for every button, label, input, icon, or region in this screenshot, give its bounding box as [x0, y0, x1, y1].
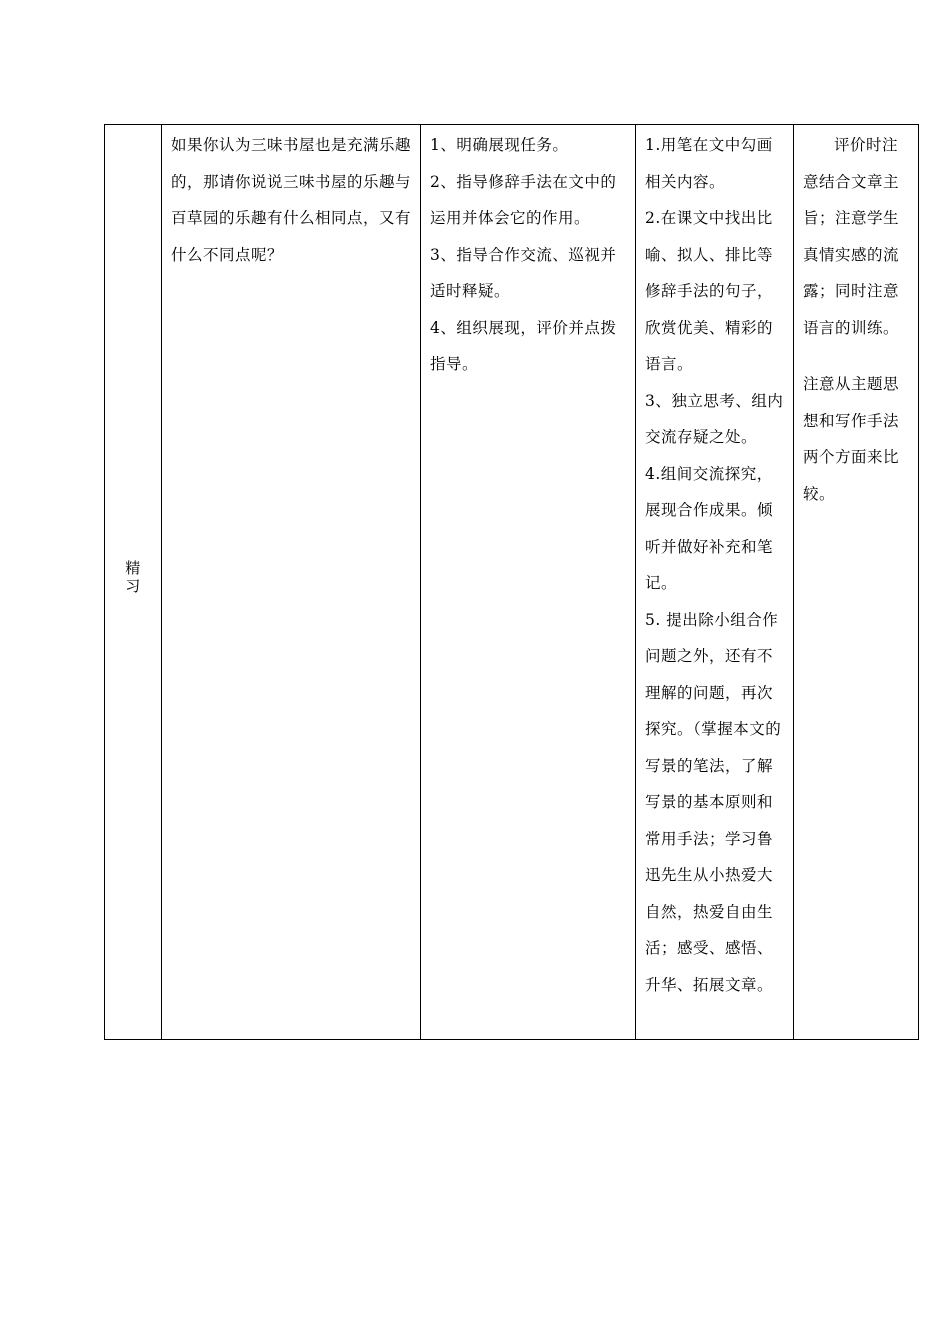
teacher-step: 2、指导修辞手法在文中的运用并体会它的作用。 [430, 172, 617, 227]
student-activity-cell [636, 125, 794, 1040]
notes-cell [794, 125, 919, 1040]
lesson-plan-table [104, 124, 919, 1040]
student-step: 1.用笔在文中勾画相关内容。 [645, 136, 773, 191]
note-text: 评价时注意结合文章主旨；注意学生真情实感的流露；同时注意语言的训练。 [803, 136, 900, 337]
note-text: 注意从主题思想和写作手法两个方面来比较。 [803, 375, 900, 503]
student-step: 2.在课文中找出比喻、拟人、排比等修辞手法的句子，欣赏优美、精彩的语言。 [645, 209, 774, 373]
student-step: 3、独立思考、组内交流存疑之处。 [645, 391, 784, 446]
teacher-step: 1、明确展现任务。 [430, 136, 569, 154]
table-row [105, 125, 919, 1040]
student-step: 5. 提出除小组合作问题之外，还有不理解的问题，再次探究。（掌握本文的写景的笔法，了解写景的基本原则和常用手法；学习鲁迅先生从小热爱大自然，热爱自由生活；感受、感悟、升华、拓展文章。 [645, 610, 782, 994]
teacher-step: 3、指导合作交流、巡视并适时释疑。 [430, 245, 617, 300]
stage-label: 精习 [125, 559, 141, 596]
question-text: 如果你认为三味书屋也是充满乐趣的，那请你说说三味书屋的乐趣与百草园的乐趣有什么相同点，又有什么不同点呢？ [171, 136, 412, 264]
student-step: 4.组间交流探究，展现合作成果。倾听并做好补充和笔记。 [645, 464, 774, 592]
teacher-activity-cell [421, 125, 636, 1040]
question-cell [162, 125, 421, 1040]
stage-cell [105, 125, 162, 1040]
teacher-step: 4、组织展现，评价并点拨指导。 [430, 318, 617, 373]
